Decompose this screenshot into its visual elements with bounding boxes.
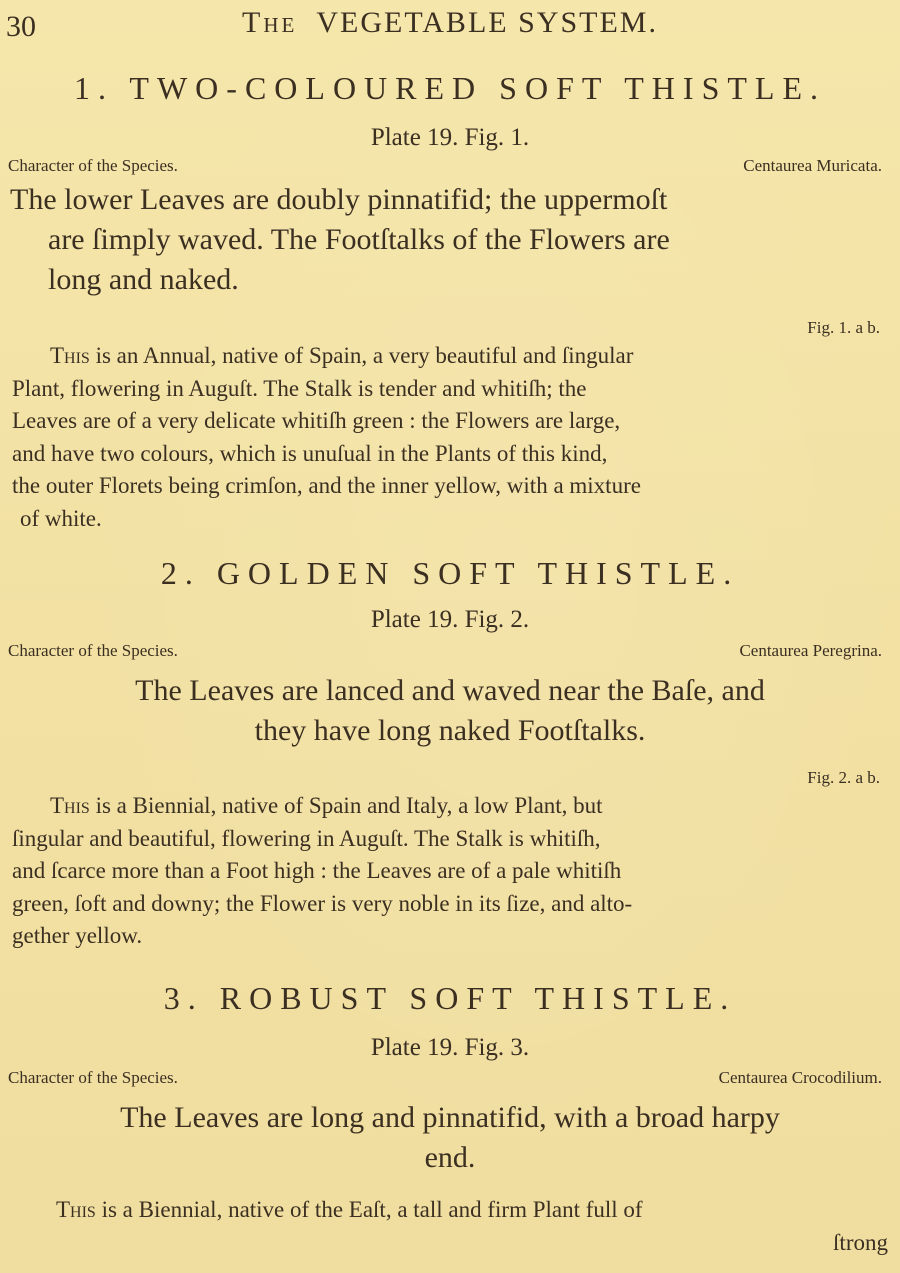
description-line: ſingular and beautiful, flowering in Auguſt. The Stalk is whitiſh, bbox=[12, 825, 601, 851]
description-2 bbox=[12, 790, 892, 953]
character-line: they have long naked Footſtalks. bbox=[254, 714, 646, 747]
character-line: The Leaves are lanced and waved near the Baſe, and bbox=[135, 674, 765, 707]
description-line: Leaves are of a very delicate whitiſh green : the Flowers are large, bbox=[12, 408, 621, 433]
section-heading-1: 1. TWO-COLOURED SOFT THISTLE. bbox=[74, 70, 826, 106]
description-line-text: is a Biennial, native of the Eaſt, a tall and firm Plant full of bbox=[101, 1197, 643, 1222]
description-first-word: This bbox=[56, 1197, 96, 1222]
description-line: of white. bbox=[20, 505, 102, 531]
page-number: 30 bbox=[6, 10, 36, 43]
character-line: The lower Leaves are doubly pinnatifid; the uppermoſt bbox=[10, 183, 668, 216]
description-line: gether yellow. bbox=[12, 923, 143, 948]
character-line: long and naked. bbox=[48, 263, 239, 296]
species-name-1: Centaurea Muricata. bbox=[743, 156, 882, 175]
character-label-2: Character of the Species. bbox=[8, 641, 178, 660]
plate-ref-1: Plate 19. Fig. 1. bbox=[370, 124, 530, 151]
character-text-2 bbox=[10, 671, 890, 751]
description-1 bbox=[12, 340, 892, 535]
character-line: are ſimply waved. The Footſtalks of the Flowers are bbox=[48, 223, 670, 256]
description-3 bbox=[12, 1194, 888, 1259]
description-first-word: This bbox=[50, 793, 90, 818]
description-line: and ſcarce more than a Foot high : the Leaves are of a pale whitiſh bbox=[12, 858, 622, 883]
character-line: end. bbox=[424, 1141, 476, 1174]
description-first-word: This bbox=[50, 343, 90, 368]
description-line-text: is an Annual, native of Spain, a very beautiful and ſingular bbox=[95, 343, 634, 368]
description-line-text: is a Biennial, native of Spain and Italy, a low Plant, but bbox=[95, 793, 603, 818]
fig-ref-2: Fig. 2. a b. bbox=[807, 768, 880, 787]
character-label-1: Character of the Species. bbox=[8, 156, 178, 175]
description-line: the outer Florets being crimſon, and the inner yellow, with a mixture bbox=[12, 473, 641, 498]
character-text-1 bbox=[10, 180, 890, 300]
description-line bbox=[12, 1194, 888, 1227]
character-text-3 bbox=[10, 1098, 890, 1178]
character-line: The Leaves are long and pinnatifid, with a broad harpy bbox=[120, 1101, 780, 1134]
species-name-2: Centaurea Peregrina. bbox=[739, 641, 882, 660]
section-heading-3: 3. ROBUST SOFT THISTLE. bbox=[163, 980, 737, 1016]
description-line: Plant, flowering in Auguſt. The Stalk is tender and whitiſh; the bbox=[12, 375, 587, 401]
character-label-3: Character of the Species. bbox=[8, 1068, 178, 1087]
description-line bbox=[12, 790, 892, 823]
plate-ref-2: Plate 19. Fig. 2. bbox=[370, 606, 530, 633]
running-head bbox=[0, 6, 900, 40]
fig-ref-1: Fig. 1. a b. bbox=[807, 318, 880, 337]
plate-ref-3: Plate 19. Fig. 3. bbox=[370, 1034, 530, 1061]
description-line: ſtrong bbox=[833, 1229, 888, 1255]
species-name-3: Centaurea Crocodilium. bbox=[718, 1068, 882, 1087]
running-head-title: VEGETABLE SYSTEM. bbox=[316, 6, 658, 39]
description-line bbox=[12, 340, 892, 373]
section-heading-2: 2. GOLDEN SOFT THISTLE. bbox=[160, 555, 740, 591]
running-head-prefix: The bbox=[242, 6, 298, 39]
description-line: and have two colours, which is unuſual in the Plants of this kind, bbox=[12, 440, 608, 466]
description-line: green, ſoft and downy; the Flower is very noble in its ſize, and alto- bbox=[12, 890, 633, 916]
